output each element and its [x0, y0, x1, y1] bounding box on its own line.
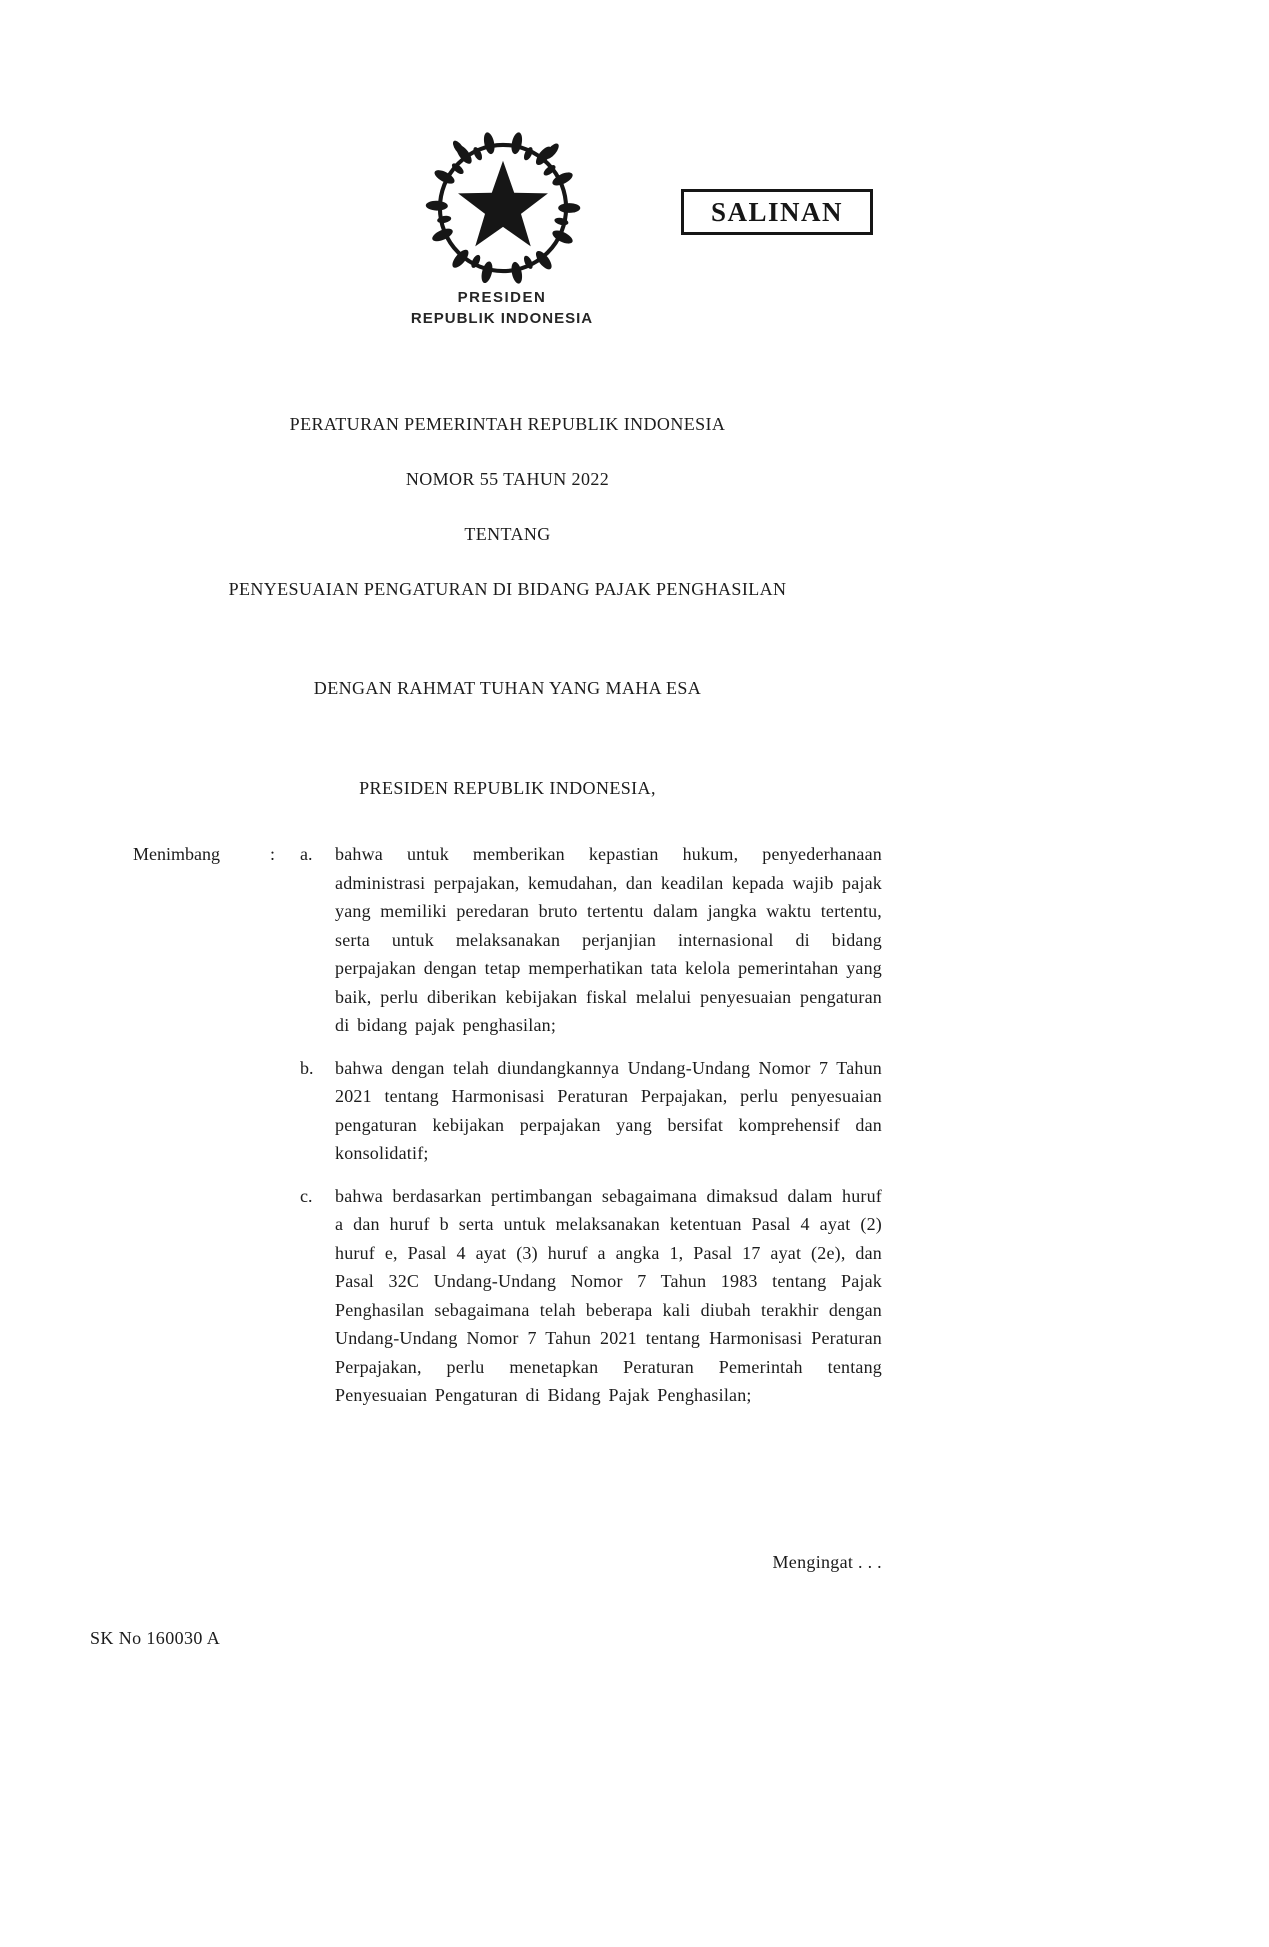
menimbang-colon: : [270, 844, 276, 864]
considerations-section [133, 840, 882, 1410]
regulation-number: NOMOR 55 TAHUN 2022 [405, 469, 610, 489]
regulation-subject: PENYESUAIAN PENGATURAN DI BIDANG PAJAK PENGHASILAN [228, 579, 787, 599]
letterhead-presiden: PRESIDEN [457, 289, 547, 306]
presidential-seal-icon [424, 126, 582, 290]
consideration-item-a [300, 840, 882, 1040]
menimbang-label: Menimbang [133, 844, 220, 864]
item-letter: a. [300, 844, 313, 864]
sk-number: SK No 160030 A [90, 1628, 221, 1648]
item-text: bahwa berdasarkan pertimbangan sebagaimana dimaksud dalam huruf a dan huruf b serta untuk melaksanakan ketentuan Pasal 4 ayat (2) huruf e, Pasal 4 ayat (3) huruf a angka 1, Pasal 17 ayat (2e), dan Pasal 32C Undang-Undang Nomor 7 Tahun 1983 tentang Pajak Penghasilan sebagaimana telah beberapa kali diubah terakhir dengan Undang-Undang Nomor 7 Tahun 2021 tentang Harmonisasi Peraturan Perpajakan, perlu menetapkan Peraturan Pemerintah tentang Penyesuaian Pengaturan di Bidang Pajak Penghasilan; [335, 1185, 882, 1405]
authority-line: PRESIDEN REPUBLIK INDONESIA, [359, 778, 656, 798]
item-letter: b. [300, 1057, 314, 1078]
consideration-item-b [300, 1054, 882, 1168]
letterhead-republik-indonesia: REPUBLIK INDONESIA [410, 310, 594, 327]
salinan-stamp-label: SALINAN [710, 196, 844, 227]
item-text: bahwa untuk memberikan kepastian hukum, penyederhanaan administrasi perpajakan, kemudahan, dan keadilan kepada wajib pajak yang memiliki peredaran bruto tertentu dalam jangka waktu tertentu, serta untuk melaksanakan perjanjian internasional di bidang perpajakan dengan tetap memperhatikan tata kelola pemerintahan yang baik, perlu diberikan kebijakan fiskal melalui penyesuaian pengaturan di bidang pajak penghasilan; [335, 844, 882, 1035]
item-letter: c. [300, 1185, 313, 1206]
tentang-label: TENTANG [464, 524, 551, 544]
invocation-line: DENGAN RAHMAT TUHAN YANG MAHA ESA [313, 678, 702, 698]
regulation-title: PERATURAN PEMERINTAH REPUBLIK INDONESIA [289, 414, 726, 434]
catchword-mengingat: Mengingat . . . [772, 1552, 882, 1572]
consideration-item-c [300, 1182, 882, 1410]
item-text: bahwa dengan telah diundangkannya Undang-Undang Nomor 7 Tahun 2021 tentang Harmonisasi Peraturan Perpajakan, perlu penyesuaian pengaturan kebijakan perpajakan yang bersifat komprehensif dan konsolidatif; [335, 1057, 882, 1163]
considerations-list [300, 840, 882, 1410]
letterhead [372, 289, 632, 327]
salinan-stamp [681, 189, 873, 235]
